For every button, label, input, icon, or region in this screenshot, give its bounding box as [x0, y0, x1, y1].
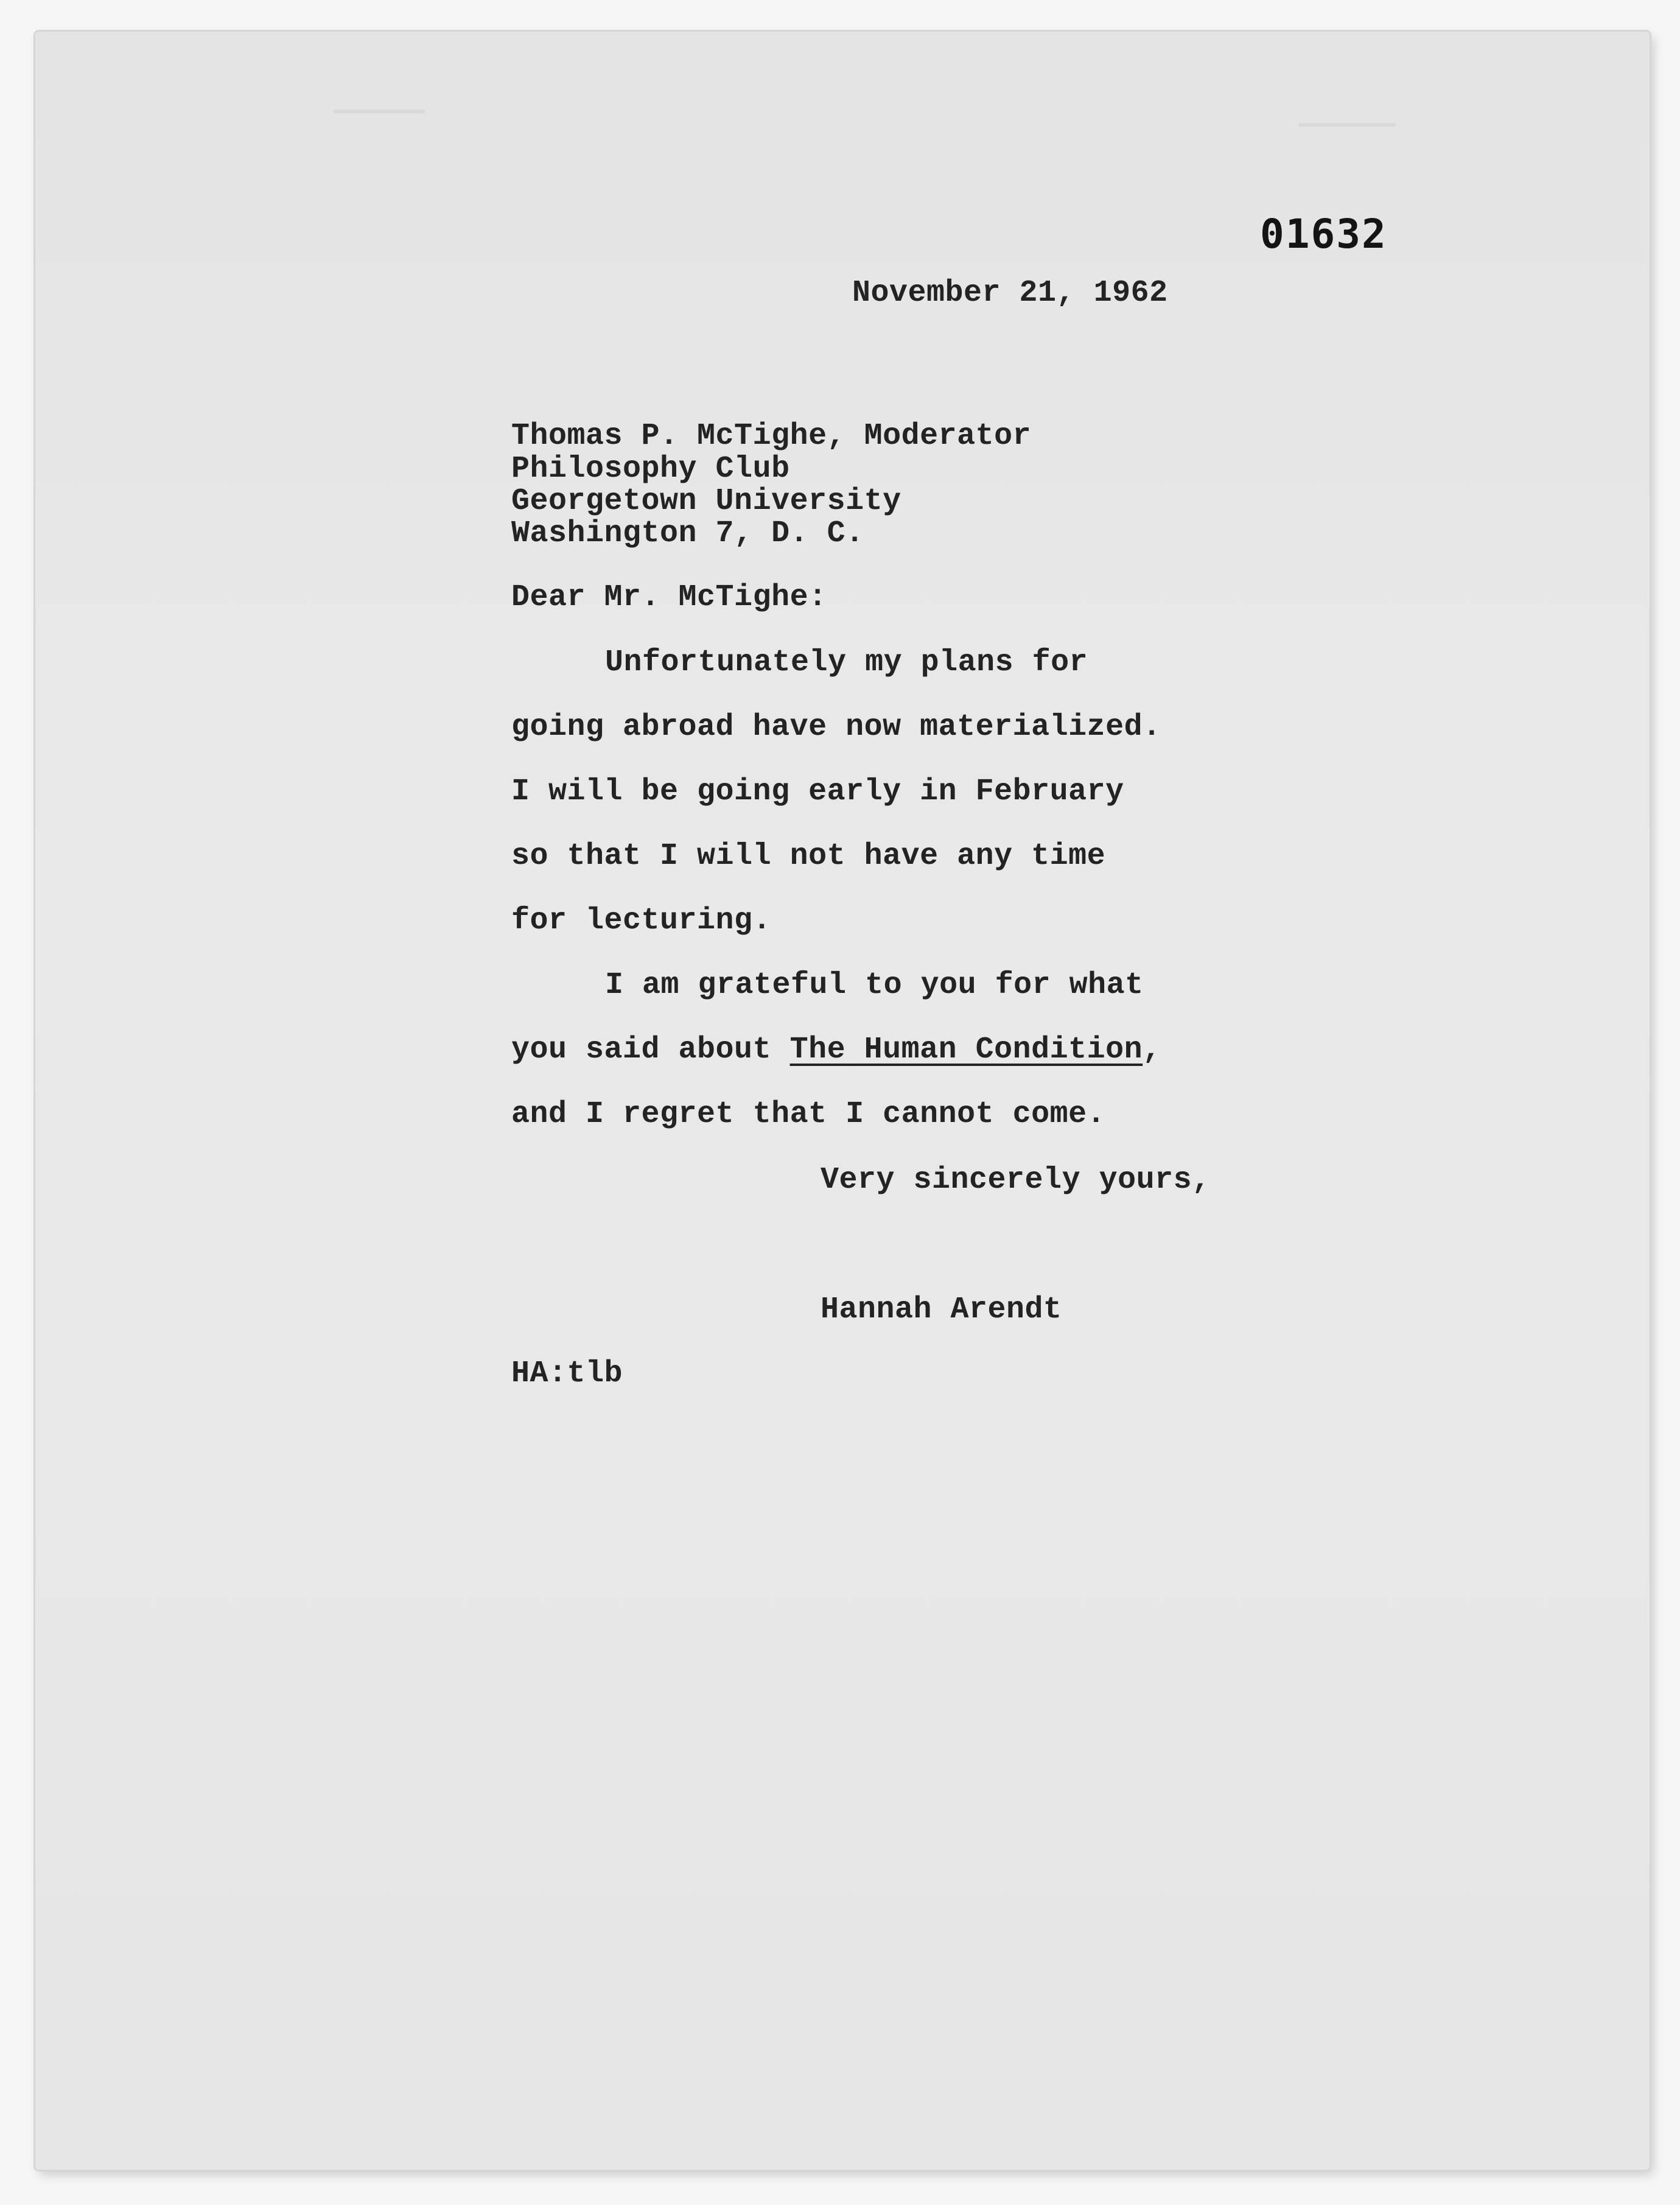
body-line: going abroad have now materialized. — [511, 710, 1161, 745]
letter-page — [35, 32, 1650, 2170]
reference-initials: HA:tlb — [511, 1356, 623, 1391]
closing: Very sincerely yours, — [821, 1163, 1211, 1197]
body-line: Unfortunately my plans for — [605, 645, 1088, 680]
body-line: I am grateful to you for what — [605, 968, 1144, 1003]
recipient-name: Thomas P. McTighe, Moderator — [511, 419, 1032, 454]
recipient-institution: Georgetown University — [511, 484, 901, 519]
salutation: Dear Mr. McTighe: — [511, 580, 827, 615]
body-line: so that I will not have any time — [511, 839, 1106, 874]
body-line-prefix: you said about — [511, 1032, 790, 1067]
recipient-city: Washington 7, D. C. — [511, 516, 864, 551]
book-title: The Human Condition — [789, 1032, 1143, 1067]
body-line: and I regret that I cannot come. — [511, 1097, 1106, 1132]
signature-name: Hannah Arendt — [821, 1292, 1062, 1327]
scan-artifact-left — [334, 110, 425, 113]
document-number: 01632 — [1260, 211, 1387, 258]
scan-artifact-right — [1298, 123, 1396, 127]
body-line: I will be going early in February — [511, 774, 1124, 809]
body-line-suffix: , — [1143, 1032, 1161, 1067]
body-line: for lecturing. — [511, 903, 772, 938]
body-line-with-title — [511, 1032, 1161, 1067]
letter-date: November 21, 1962 — [852, 276, 1168, 310]
recipient-organization: Philosophy Club — [511, 452, 790, 486]
